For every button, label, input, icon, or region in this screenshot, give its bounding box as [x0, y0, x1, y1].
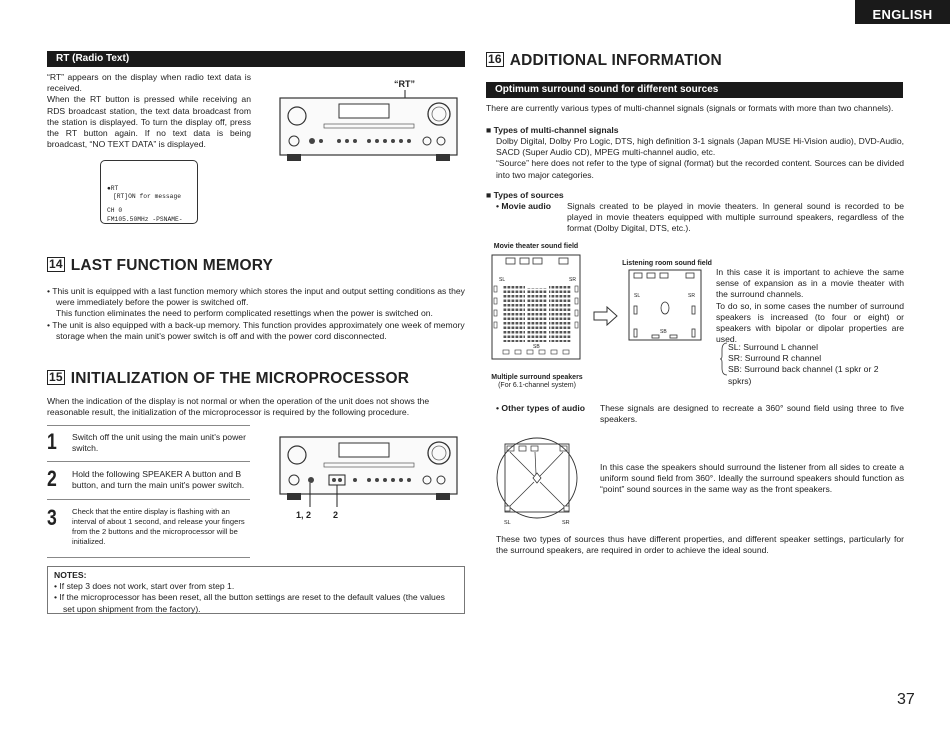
display-line-4: FM105.50MHz -PSNAME-: [107, 215, 183, 223]
listening-line-1: In this case it is important to achieve the same sense of expansion as in a movie theater with the surround channels.: [716, 267, 904, 300]
last-memory-text: [47, 286, 467, 342]
display-line-1: ●RT: [107, 185, 119, 192]
listening-sl-label: SL: [634, 293, 641, 299]
last-memory-heading: [47, 256, 273, 276]
signals-line-2: “Source” here does not refer to the type of signal (format) but the recorded content. Sources can be divided into two major categories.: [496, 158, 904, 180]
note-2: • If the microprocessor has been reset, all the button settings are reset to the default values (the values set upon shipment from the factory).: [54, 592, 445, 614]
receiver-front-panel-rt: [279, 86, 459, 166]
step-1-text: Switch off the unit using the main unit's power switch.: [72, 432, 246, 454]
signals-line-1: Dolby Digital, Dolby Pro Logic, DTS, high definition 3-1 signals (Japan MUSE Hi-Vision audio), DVD-Audio, SACD (Super Audio CD), MPEG multi-channel audio, etc.: [496, 136, 904, 158]
section-number: 15: [49, 370, 63, 384]
display-line-2: [RT]ON for message: [113, 193, 182, 201]
rt-section-bar: RT (Radio Text): [47, 51, 465, 67]
surround-360-diagram: [494, 434, 580, 528]
other-audio-label: • Other types of audio: [496, 403, 585, 413]
last-memory-bullet-2: • The unit is also equipped with a back-up memory. This function provides approximately one week of memory storage when the main unit's power switch is off and with the power cord disconnected.: [47, 319, 465, 341]
listening-line-2: To do so, in some cases the number of surround speakers is increased (to four or eight) or speakers with bipolar or dipolar properties are used.: [716, 300, 904, 345]
section-number: 16: [488, 52, 502, 66]
movie-field-caption: Movie theater sound field: [493, 243, 579, 250]
step-2-text: Hold the following SPEAKER A button and B button, and turn the main unit's power switch.: [72, 469, 245, 491]
init-heading: [47, 369, 409, 389]
callout-label-2: 2: [333, 510, 339, 520]
rt-callout-label: “RT”: [394, 79, 415, 89]
movie-audio-text: Signals created to be played in movie theaters. In general sound is recorded to be played in movie theaters equipped with multiple surround speakers, regardless of the format (Dolby Digital, DTS, etc.).: [567, 201, 904, 234]
rt-line-1: “RT” appears on the display when radio text data is received.: [47, 72, 251, 94]
speaker-legend: [728, 342, 904, 387]
types-sources-heading: ■ Types of sources: [486, 190, 564, 200]
other-sr-label: SR: [562, 520, 570, 526]
language-tab: ENGLISH: [855, 0, 950, 24]
other-audio-text-2: In this case the speakers should surround the listener from all sides to create a uniform sound field from 360°. Ideally the surround speakers should function as “point” sound sources in the same way as the front speakers.: [600, 462, 904, 495]
multi-surround-caption: Multiple surround speakers: [491, 374, 583, 381]
rt-description: [47, 72, 251, 150]
multi-surround-subcaption: (For 6.1-channel system): [498, 382, 576, 389]
page-number: 37: [897, 691, 915, 708]
legend-sl: SL: Surround L channel: [728, 342, 818, 352]
movie-sb-label: SB: [533, 344, 540, 350]
legend-sr: SR: Surround R channel: [728, 353, 822, 364]
listening-room-caption: Listening room sound field: [622, 260, 712, 267]
last-memory-line-2: This function eliminates the need to perform complicated resettings when the power is switched on.: [56, 308, 433, 319]
types-signals-text: [496, 136, 904, 181]
conclusion-text: These two types of sources thus have different properties, and different speaker settings, particularly for the surround speakers, are required in order to achieve the ideal sound.: [496, 534, 904, 556]
display-line-3: CH 0: [107, 207, 123, 215]
rt-line-2: When the RT button is pressed while receiving an RDS broadcast station, the text data broadcast from the station is displayed. To turn the display off, press the RT button again. If no text data is being broadcast, “NO TEXT DATA” is displayed.: [47, 94, 251, 150]
step-3-text: Check that the entire display is flashing with an interval of about 1 second, and release your fingers from the 2 buttons and the microprocessor will be initialized.: [72, 507, 245, 546]
listening-room-diagram: [628, 269, 702, 342]
notes-box: [47, 566, 465, 614]
additional-intro: There are currently various types of multi-channel signals (signals or formats with more than two channels).: [486, 103, 894, 113]
other-audio-text: These signals are designed to recreate a 360° sound field using three to five speakers.: [600, 403, 904, 425]
section-number: 14: [49, 257, 63, 271]
listening-sb-label: SB: [660, 329, 667, 335]
section-title: INITIALIZATION OF THE MICROPROCESSOR: [70, 370, 410, 387]
step-divider: [47, 425, 250, 426]
receiver-front-panel-init: [279, 435, 459, 515]
section-title: ADDITIONAL INFORMATION: [509, 52, 722, 69]
step-number-3: 3: [47, 505, 57, 530]
rt-display-illustration: [100, 160, 198, 224]
step-number-2: 2: [47, 466, 57, 491]
movie-sl-label: SL: [499, 277, 506, 283]
notes-title: NOTES:: [54, 570, 87, 580]
other-sl-label: SL: [504, 520, 511, 526]
additional-heading: [486, 51, 722, 71]
arrow-right-icon: [593, 306, 619, 326]
legend-sb: SB: Surround back channel (1 spkr or 2 spkrs): [728, 364, 879, 386]
surround-section-bar: Optimum surround sound for different sources: [486, 82, 903, 98]
callout-label-1-2: 1, 2: [296, 510, 312, 520]
types-signals-heading: ■ Types of multi-channel signals: [486, 125, 619, 135]
listening-text: [716, 267, 904, 345]
last-memory-bullet-1: • This unit is equipped with a last function memory which stores the input and output setting conditions as they were immediately before the power is switched off.: [47, 286, 465, 308]
legend-brace-icon: [720, 342, 728, 376]
step-divider: [47, 461, 250, 462]
note-1: • If step 3 does not work, start over from step 1.: [54, 581, 235, 592]
section-title: LAST FUNCTION MEMORY: [70, 257, 274, 274]
listening-sr-label: SR: [688, 293, 695, 299]
step-divider: [47, 557, 250, 558]
movie-theater-diagram: [491, 254, 581, 362]
step-number-1: 1: [47, 429, 57, 454]
movie-sr-label: SR: [569, 277, 576, 283]
movie-audio-label: • Movie audio: [496, 201, 552, 211]
step-divider: [47, 499, 250, 500]
init-intro: When the indication of the display is not normal or when the operation of the unit does not shows the reasonable result, the initialization of the microprocessor is required by the following procedure.: [47, 396, 430, 418]
